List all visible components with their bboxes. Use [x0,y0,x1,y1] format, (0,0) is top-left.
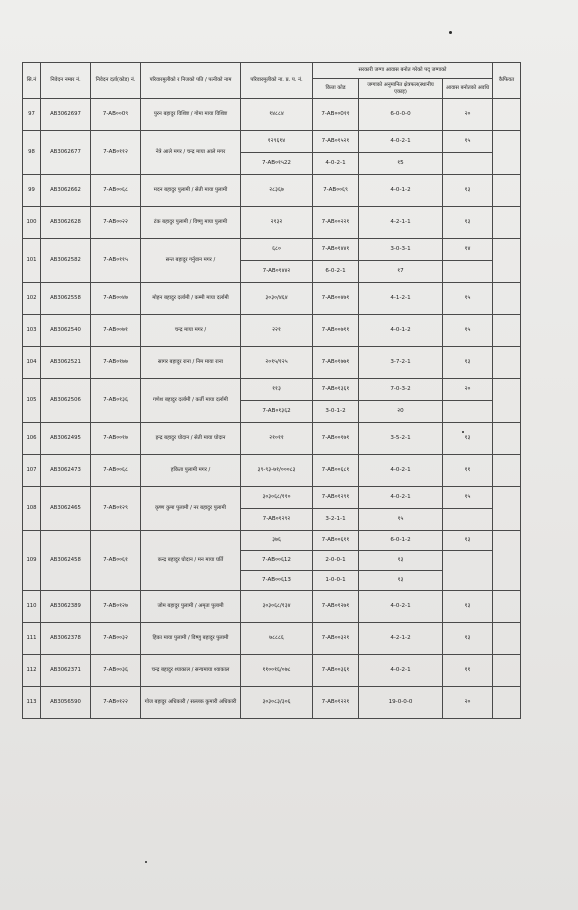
period-cell: १३ [443,347,493,379]
table-row [23,379,521,401]
area-cell: 4-0-2-1 [313,153,359,175]
ink-speck [145,861,147,863]
table-row [23,591,521,623]
application-number-cell: AB3062458 [41,531,91,591]
plot-cell: 7-AB०१२९१ [313,487,359,509]
period-cell: २० [443,379,493,401]
period-cell: १५ [443,315,493,347]
plot-cell: 7-AB००६११ [313,531,359,551]
plot-cell: 7-AB००0११ [313,99,359,131]
names-cell: पुरन बहादुर विशिष्ट / गोमा माया विशिष्ट [141,99,241,131]
header-plot-code: कित्ता कोड [313,79,359,99]
citizenship-cell: १४८८४ [241,99,313,131]
plot-cell: 7-AB००२२१ [313,207,359,239]
remarks-cell [493,455,521,487]
table-row [23,347,521,379]
period-cell: २० [443,687,493,719]
citizenship-cell: ११००१६/०७८ [241,655,313,687]
period-cell: १३ [443,591,493,623]
application-number-cell: AB3062495 [41,423,91,455]
remarks-cell [493,315,521,347]
plot-cell: 7-AB०१३६2 [241,401,313,423]
area-cell: 4-0-2-1 [359,487,443,509]
citizenship-cell: ३०३०६८/११० [241,487,313,509]
header-citizenship: परिवारमुलीको ना. प्र. प. नं. [241,63,313,99]
names-cell: चन्द्र बहादुर श्याकाल / सन्चमाया श्याकाल [141,655,241,687]
plot-cell: 7-AB००३६१ [313,655,359,687]
period-cell: २० [443,99,493,131]
area-cell: 3-0-3-1 [359,239,443,261]
remarks-cell [493,283,521,315]
registration-cell: 7-AB०१३६ [91,379,141,423]
remarks-cell [493,591,521,623]
remarks-cell [493,687,521,719]
serial-cell: 103 [23,315,41,347]
remarks-cell [493,423,521,455]
area-cell: 19-0-0-0 [359,687,443,719]
registration-cell: 7-AB००६८ [91,175,141,207]
header-application-registration: निवेदन दर्ता(कोड) नं. [91,63,141,99]
period-cell: १३ [443,175,493,207]
application-number-cell: AB3056590 [41,687,91,719]
serial-cell: 104 [23,347,41,379]
registration-cell: 7-AB०१२९ [91,487,141,531]
application-number-cell: AB3062582 [41,239,91,283]
serial-cell: 113 [23,687,41,719]
serial-cell: 107 [23,455,41,487]
area-cell: 4-0-1-2 [359,315,443,347]
remarks-cell [493,239,521,283]
plot-cell: 7-AB०१२७१ [313,591,359,623]
application-number-cell: AB3062389 [41,591,91,623]
registration-cell: 7-AB००३६ [91,655,141,687]
serial-cell: 111 [23,623,41,655]
header-land-group: सरकारी जग्गा आवास बनोत गरेको पद् जग्गाको [313,63,493,79]
registration-cell: 7-AB००0९ [91,99,141,131]
table-row [23,99,521,131]
names-cell: हकिता पुलामी मगर / [141,455,241,487]
area-cell: 4-2-1-1 [359,207,443,239]
area-cell: 4-0-2-1 [359,655,443,687]
remarks-cell [493,623,521,655]
names-cell: कृष्ण कुमा पुलामी / नर बहादुर पुलामी [141,487,241,531]
plot-cell: 7-AB००४७१ [313,283,359,315]
serial-cell: 108 [23,487,41,531]
plot-cell: 7-AB००१७१ [313,423,359,455]
remarks-cell [493,175,521,207]
table-row [23,239,521,261]
period-cell: १३ [443,623,493,655]
registration-cell: 7-AB०११५ [91,239,141,283]
area-cell: 4-0-2-1 [359,131,443,153]
area-cell: 6-0-1-2 [359,531,443,551]
citizenship-cell: ३०३०८३/३०६ [241,687,313,719]
citizenship-cell: २२१ [241,315,313,347]
application-number-cell: AB3062628 [41,207,91,239]
table-row [23,131,521,153]
names-cell: मदन बहादुर पुलामी / सेती माया पुलामी [141,175,241,207]
names-cell: इन्द्र बहादुर घोदान / सेती माया घोदान [141,423,241,455]
period-cell: १५ [443,131,493,153]
remarks-cell [493,99,521,131]
table-row [23,423,521,455]
remarks-cell [493,655,521,687]
serial-cell: 100 [23,207,41,239]
area-cell: 4-1-2-1 [359,283,443,315]
period-cell: १३ [359,551,443,571]
plot-cell: 7-AB०१२९२ [241,509,313,531]
registration-cell: 7-AB००४७ [91,283,141,315]
area-cell: 1-0-0-1 [313,571,359,591]
header-names: परिवारमुलीको र निजको पति / पत्नीको नाम [141,63,241,99]
plot-cell: 7-AB०१५२१ [313,131,359,153]
table-row [23,531,521,551]
names-cell: जोम बहादुर पुलामी / अमृता पुलामी [141,591,241,623]
area-cell: 3-0-1-2 [313,401,359,423]
citizenship-cell: ७८८८६ [241,623,313,655]
plot-cell: 7-AB०१४४१ [313,239,359,261]
period-cell: १३ [359,571,443,591]
table-body [23,99,521,719]
table-row [23,207,521,239]
header-application-number: निवेदन नम्बर नं. [41,63,91,99]
names-cell: सन्त बहादुर गर्नुवान मगर / [141,239,241,283]
area-cell: 6-0-0-0 [359,99,443,131]
application-number-cell: AB3062662 [41,175,91,207]
citizenship-cell: ३०३०६८/१३४ [241,591,313,623]
application-number-cell: AB3062465 [41,487,91,531]
header-serial: सि.नं [23,63,41,99]
plot-cell: 7-AB००६12 [241,551,313,571]
serial-cell: 110 [23,591,41,623]
plot-cell: 7-AB०१५22 [241,153,313,175]
serial-cell: 99 [23,175,41,207]
plot-cell: 7-AB०१४४२ [241,261,313,283]
names-cell: गणेश बहादुर दर्लामी / कर्ती माया दर्लामी [141,379,241,423]
table-row [23,283,521,315]
remarks-cell [493,531,521,591]
area-cell: 4-0-2-1 [359,591,443,623]
table-row [23,655,521,687]
application-number-cell: AB3062697 [41,99,91,131]
area-cell: 7-0-3-2 [359,379,443,401]
plot-cell: 7-AB००६८१ [313,455,359,487]
header-estimated-area: जग्गाको अनुमानित क्षेत्रफल(स्थानीय एकाइ) [359,79,443,99]
registration-cell: 7-AB००६१ [91,531,141,591]
plot-cell: 7-AB००७११ [313,315,359,347]
application-number-cell: AB3062378 [41,623,91,655]
names-cell: नेत्रे आले मगर / चन्द्र माया आले मगर [141,131,241,175]
period-cell: १5 [359,153,443,175]
registration-cell: 7-AB००६८ [91,455,141,487]
area-cell: 3-7-2-1 [359,347,443,379]
citizenship-cell: २१०११ [241,423,313,455]
header-remarks: कैफियत [493,63,521,99]
citizenship-cell: २८३६७ [241,175,313,207]
plot-cell: 7-AB००६13 [241,571,313,591]
remarks-cell [493,487,521,531]
citizenship-cell: २०१५/१२५ [241,347,313,379]
table-row [23,315,521,347]
table-row [23,487,521,509]
names-cell: चन्द्र माया मगर / [141,315,241,347]
serial-cell: 101 [23,239,41,283]
area-cell: 2-0-0-1 [313,551,359,571]
table-row [23,623,521,655]
citizenship-cell: ११३ [241,379,313,401]
serial-cell: 98 [23,131,41,175]
period-cell: १३ [443,207,493,239]
period-cell: २0 [359,401,443,423]
plot-cell: 7-AB००३२१ [313,623,359,655]
area-cell: 3-5-2-1 [359,423,443,455]
serial-cell: 97 [23,99,41,131]
registration-cell: 7-AB००२२ [91,207,141,239]
area-cell: 4-2-1-2 [359,623,443,655]
application-number-cell: AB3062540 [41,315,91,347]
citizenship-cell: ६८० [241,239,313,261]
citizenship-cell: ३०३०/४६४ [241,283,313,315]
names-cell: हिका माया पुलामी / विष्णु बहादुर पुलामी [141,623,241,655]
registration-cell: 7-AB०१७७ [91,347,141,379]
period-cell: १५ [443,283,493,315]
names-cell: गोज बहादुर अधिकारी / सल्लक कुमारी अधिकारी [141,687,241,719]
citizenship-cell: ३९-९३-७१/०००८३ [241,455,313,487]
ink-speck [449,31,452,34]
period-cell: १३ [443,423,493,455]
registration-cell: 7-AB०११२ [91,131,141,175]
area-cell: 4-0-2-1 [359,455,443,487]
serial-cell: 106 [23,423,41,455]
land-allocation-table [22,62,521,719]
registration-cell: 7-AB००७१ [91,315,141,347]
registration-cell: 7-AB०१२२ [91,687,141,719]
period-cell: १५ [359,509,443,531]
names-cell: मोहन बहादुर दर्लामी / कम्मी माया दर्लामी [141,283,241,315]
period-cell: १३ [443,531,493,551]
registration-cell: 7-AB०१२७ [91,591,141,623]
period-cell: ११ [443,655,493,687]
area-cell: 4-0-1-2 [359,175,443,207]
application-number-cell: AB3062473 [41,455,91,487]
serial-cell: 102 [23,283,41,315]
remarks-cell [493,131,521,175]
serial-cell: 112 [23,655,41,687]
application-number-cell: AB3062677 [41,131,91,175]
registration-cell: 7-AB००१७ [91,423,141,455]
plot-cell: 7-AB०१३६१ [313,379,359,401]
plot-cell: 7-AB०१७७१ [313,347,359,379]
header-residence-period: आवास बनोतको अवधि [443,79,493,99]
period-cell: १7 [359,261,443,283]
period-cell: १५ [443,487,493,509]
period-cell: १४ [443,239,493,261]
table-row [23,175,521,207]
plot-cell: 7-AB०१२२१ [313,687,359,719]
remarks-cell [493,347,521,379]
application-number-cell: AB3062558 [41,283,91,315]
table-row [23,455,521,487]
names-cell: सागर बहादुर राना / निम माया राना [141,347,241,379]
serial-cell: 105 [23,379,41,423]
registration-cell: 7-AB००३२ [91,623,141,655]
area-cell: 3-2-1-1 [313,509,359,531]
application-number-cell: AB3062371 [41,655,91,687]
table-row [23,687,521,719]
application-number-cell: AB3062521 [41,347,91,379]
citizenship-cell: १२९६१४ [241,131,313,153]
period-cell: ११ [443,455,493,487]
citizenship-cell: २१३२ [241,207,313,239]
names-cell: कन्द्र बहादुर घोदान / मन माया घर्ति [141,531,241,591]
application-number-cell: AB3062506 [41,379,91,423]
citizenship-cell: ३७६ [241,531,313,551]
serial-cell: 109 [23,531,41,591]
plot-cell: 7-AB००६९ [313,175,359,207]
area-cell: 6-0-2-1 [313,261,359,283]
names-cell: टंक बहादुर पुलामी / विष्णु माया पुलामी [141,207,241,239]
remarks-cell [493,379,521,423]
remarks-cell [493,207,521,239]
